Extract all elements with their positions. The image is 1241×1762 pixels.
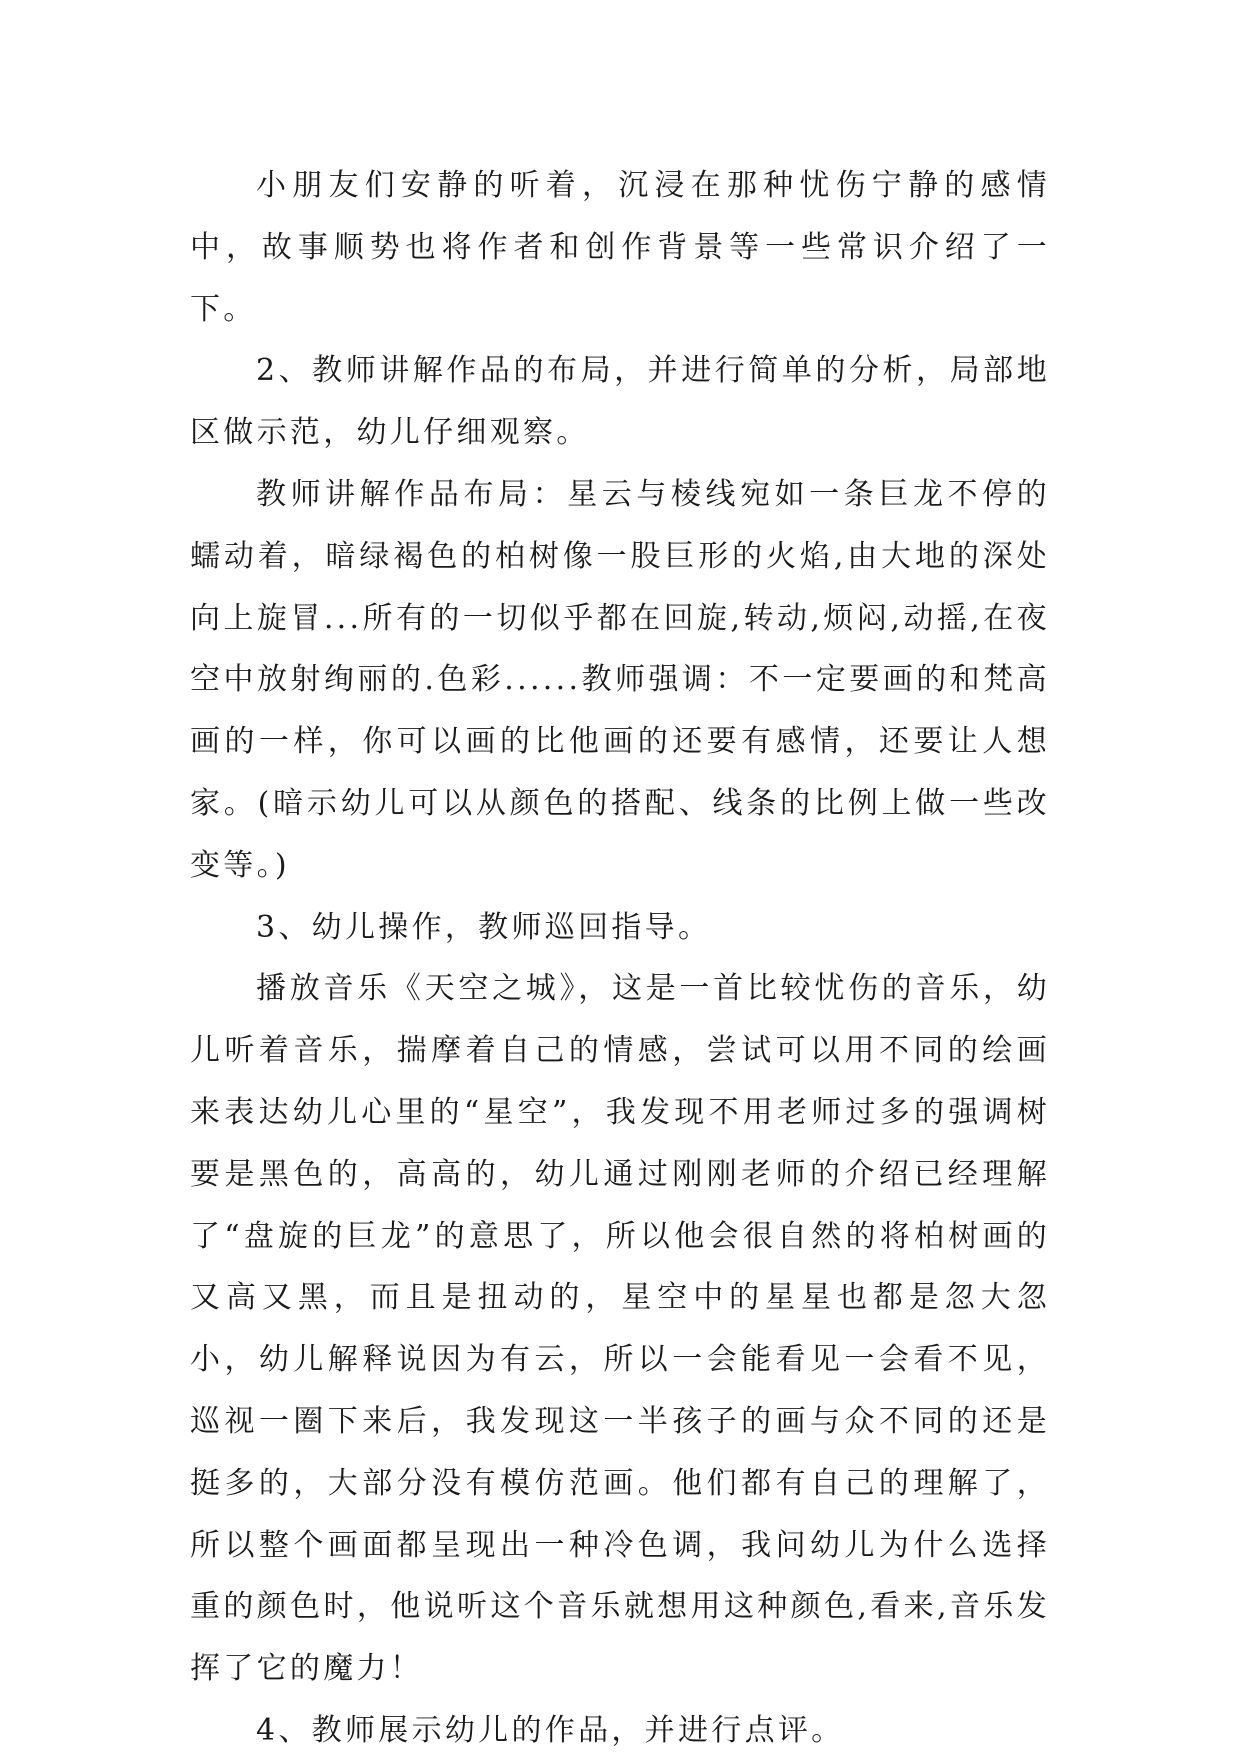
document-body (190, 155, 1050, 1762)
paragraph-intro-story: 小朋友们安静的听着，沉浸在那种忧伤宁静的感情中，故事顺势也将作者和创作背景等一些常识介绍了一下。 (190, 168, 1050, 327)
paragraph-step-2: 2、教师讲解作品的布局，并进行简单的分析，局部地区做示范，幼儿仔细观察。 (190, 353, 1050, 451)
paragraph-step-4: 4、教师展示幼儿的作品，并进行点评。 (256, 1712, 845, 1748)
paragraph-layout-explanation: 教师讲解作品布局：星云与棱线宛如一条巨龙不停的蠕动着，暗绿褐色的柏树像一股巨形的火焰,由大地的深处向上旋冒...所有的一切似乎都在回旋,转动,烦闷,动摇,在夜空中放射绚丽的.色彩......教师强调：不一定要画的和梵高画的一样，你可以画的比他画的还要有感情，还要让人想家。(暗示幼儿可以从颜色的搭配、线条的比例上做一些改变等。) (190, 476, 1050, 883)
paragraph-music-activity: 播放音乐《天空之城》，这是一首比较忧伤的音乐，幼儿听着音乐，揣摩着自己的情感，尝试可以用不同的绘画来表达幼儿心里的“星空”，我发现不用老师过多的强调树要是黑色的，高高的，幼儿通过刚刚老师的介绍已经理解了“盘旋的巨龙”的意思了，所以他会很自然的将柏树画的又高又黑，而且是扭动的，星空中的星星也都是忽大忽小，幼儿解释说因为有云，所以一会能看见一会看不见，巡视一圈下来后，我发现这一半孩子的画与众不同的还是挺多的，大部分没有模仿范画。他们都有自己的理解了，所以整个画面都呈现出一种冷色调，我问幼儿为什么选择重的颜色时，他说听这个音乐就想用这种颜色,看来,音乐发挥了它的魔力！ (190, 971, 1050, 1687)
paragraph-step-3: 3、幼儿操作，教师巡回指导。 (256, 909, 712, 945)
